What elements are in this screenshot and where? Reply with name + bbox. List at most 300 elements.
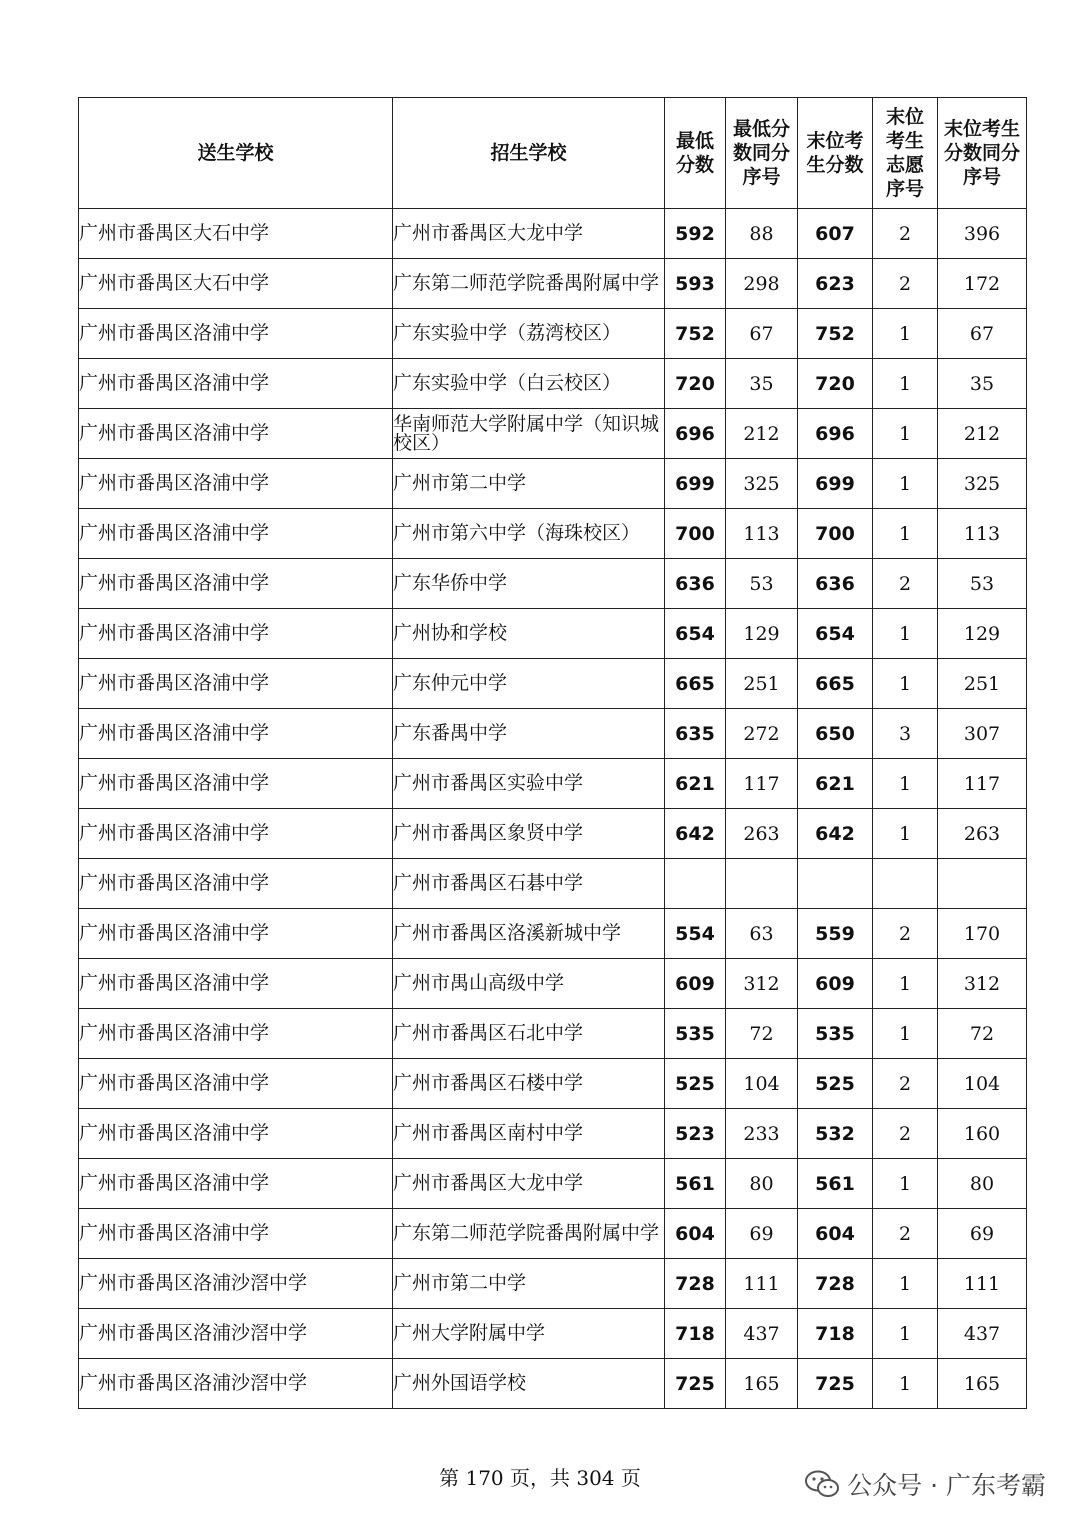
last-pref-cell [873, 909, 938, 959]
send-school-cell-text: 广州市番禺区洛浦中学 [79, 1222, 270, 1244]
min-rank-cell-text: 272 [743, 722, 780, 745]
send-school-cell [79, 309, 393, 359]
last-score-cell [798, 559, 873, 609]
send-school-cell-text: 广州市番禺区洛浦中学 [79, 822, 270, 844]
last-score-cell-text: 725 [815, 1372, 855, 1395]
recv-school-cell [393, 759, 665, 809]
last-pref-cell [873, 1009, 938, 1059]
min-rank-cell-text: 233 [743, 1122, 780, 1145]
last-pref-cell-text: 2 [898, 222, 912, 245]
last-rank-cell [938, 909, 1027, 959]
recv-school-cell [393, 409, 665, 459]
last-pref-cell [873, 859, 938, 909]
min-score-cell [665, 559, 726, 609]
last-score-cell [798, 909, 873, 959]
recv-school-cell-text: 广州市禺山高级中学 [393, 972, 565, 994]
last-rank-cell-text: 67 [969, 322, 995, 345]
last-rank-cell-text: 172 [963, 272, 1001, 295]
recv-school-cell-text: 广州市第二中学 [393, 1272, 527, 1294]
send-school-cell-text: 广州市番禺区洛浦中学 [79, 722, 270, 744]
last-rank-cell-text: 170 [963, 922, 1001, 945]
last-rank-cell [938, 209, 1027, 259]
header-last-rank: 末位考生分数同分序号 [938, 98, 1027, 209]
table-row [79, 1309, 1027, 1359]
last-pref-cell [873, 609, 938, 659]
last-score-cell-text: 636 [815, 572, 855, 595]
min-score-cell [665, 1059, 726, 1109]
min-rank-cell-text: 129 [743, 622, 780, 645]
min-score-cell [665, 809, 726, 859]
recv-school-cell [393, 259, 665, 309]
last-pref-cell [873, 1159, 938, 1209]
last-rank-cell-text: 160 [963, 1122, 1001, 1145]
min-score-cell-text: 636 [675, 572, 715, 595]
last-rank-cell [938, 959, 1027, 1009]
last-rank-cell-text: 53 [969, 572, 995, 595]
last-pref-cell-text: 1 [898, 1022, 912, 1045]
last-score-cell-text: 561 [815, 1172, 855, 1195]
send-school-cell-text: 广州市番禺区洛浦中学 [79, 922, 270, 944]
min-score-cell [665, 1109, 726, 1159]
send-school-cell [79, 659, 393, 709]
last-score-cell [798, 459, 873, 509]
last-score-cell-text: 650 [815, 722, 855, 745]
send-school-cell-text: 广州市番禺区洛浦中学 [79, 672, 270, 694]
last-pref-cell [873, 259, 938, 309]
last-score-cell [798, 1009, 873, 1059]
last-pref-cell [873, 659, 938, 709]
min-rank-cell-text: 72 [749, 1022, 774, 1045]
last-pref-cell-text: 1 [898, 422, 912, 445]
min-rank-cell-text: 104 [743, 1072, 780, 1095]
recv-school-cell-text: 广州协和学校 [393, 622, 508, 644]
min-rank-cell [726, 1259, 798, 1309]
last-pref-cell-text: 2 [898, 1222, 912, 1245]
recv-school-cell-text: 广州市番禺区南村中学 [393, 1122, 584, 1144]
send-school-cell [79, 959, 393, 1009]
wechat-icon [805, 1470, 839, 1498]
table-row [79, 609, 1027, 659]
recv-school-cell-text: 广东番禺中学 [393, 722, 508, 744]
last-score-cell-text: 604 [815, 1222, 855, 1245]
recv-school-cell-text: 广东第二师范学院番禺附属中学 [393, 1222, 660, 1244]
table-row [79, 309, 1027, 359]
last-score-cell-text: 621 [815, 772, 855, 795]
send-school-cell-text: 广州市番禺区洛浦中学 [79, 422, 270, 444]
table-row [79, 859, 1027, 909]
min-rank-cell-text: 437 [743, 1322, 780, 1345]
min-score-cell-text: 609 [675, 972, 715, 995]
recv-school-cell-text: 广州市番禺区石碁中学 [393, 872, 584, 894]
table-row [79, 959, 1027, 1009]
last-rank-cell [938, 409, 1027, 459]
last-rank-cell-text: 69 [969, 1222, 995, 1245]
last-score-cell [798, 609, 873, 659]
min-rank-cell [726, 909, 798, 959]
header-recv-school: 招生学校 [393, 98, 665, 209]
min-score-cell-text: 654 [675, 622, 715, 645]
last-score-cell-text: 525 [815, 1072, 855, 1095]
send-school-cell [79, 1059, 393, 1109]
table-row [79, 459, 1027, 509]
recv-school-cell [393, 1359, 665, 1409]
last-pref-cell-text: 2 [898, 922, 912, 945]
last-score-cell [798, 1209, 873, 1259]
last-rank-cell [938, 359, 1027, 409]
last-pref-cell-text: 1 [898, 822, 912, 845]
last-pref-cell [873, 809, 938, 859]
last-rank-cell-text: 80 [969, 1172, 995, 1195]
last-rank-cell [938, 709, 1027, 759]
last-pref-cell-text: 1 [898, 522, 912, 545]
last-rank-cell-text: 165 [963, 1372, 1001, 1395]
last-score-cell-text: 699 [815, 472, 855, 495]
min-rank-cell-text: 312 [743, 972, 780, 995]
send-school-cell-text: 广州市番禺区洛浦沙滘中学 [79, 1322, 308, 1344]
header-last-score: 末位考生分数 [798, 98, 873, 209]
min-score-cell [665, 609, 726, 659]
min-score-cell [665, 1359, 726, 1409]
last-score-cell-text: 665 [815, 672, 855, 695]
last-score-cell [798, 309, 873, 359]
watermark-text: 公众号 · 广东考霸 [847, 1471, 1046, 1500]
last-pref-cell-text: 3 [898, 722, 912, 745]
last-rank-cell-text: 263 [963, 822, 1001, 845]
last-rank-cell-text: 35 [969, 372, 995, 395]
last-score-cell-text: 609 [815, 972, 855, 995]
min-score-cell-text: 523 [675, 1122, 715, 1145]
min-score-cell-text: 718 [675, 1322, 715, 1345]
last-score-cell [798, 1159, 873, 1209]
last-score-cell-text: 700 [815, 522, 855, 545]
last-pref-cell [873, 1309, 938, 1359]
min-rank-cell [726, 509, 798, 559]
min-score-cell-text: 699 [675, 472, 715, 495]
last-rank-cell-text: 437 [963, 1322, 1001, 1345]
last-score-cell [798, 409, 873, 459]
last-rank-cell [938, 1059, 1027, 1109]
last-rank-cell [938, 1209, 1027, 1259]
min-score-cell-text: 635 [675, 722, 715, 745]
recv-school-cell-text: 广州市番禺区洛溪新城中学 [393, 922, 622, 944]
min-rank-cell [726, 1109, 798, 1159]
last-rank-cell-text: 312 [963, 972, 1001, 995]
min-rank-cell-text: 251 [743, 672, 780, 695]
min-score-cell-text: 665 [675, 672, 715, 695]
recv-school-cell [393, 309, 665, 359]
min-rank-cell [726, 859, 798, 909]
min-score-cell-text: 700 [675, 522, 715, 545]
recv-school-cell-text: 广州市番禺区大龙中学 [393, 1172, 584, 1194]
recv-school-cell [393, 1009, 665, 1059]
last-rank-cell-text: 129 [963, 622, 1001, 645]
last-score-cell [798, 209, 873, 259]
min-rank-cell [726, 1309, 798, 1359]
last-score-cell-text: 535 [815, 1022, 855, 1045]
page-number: 第 170 页，共 304 页 [439, 1466, 641, 1490]
last-rank-cell-text: 212 [963, 422, 1001, 445]
admission-score-table [78, 97, 1027, 1409]
last-rank-cell-text: 104 [963, 1072, 1001, 1095]
send-school-cell [79, 859, 393, 909]
send-school-cell-text: 广州市番禺区洛浦中学 [79, 772, 270, 794]
send-school-cell [79, 709, 393, 759]
table-header-row [79, 98, 1027, 209]
min-rank-cell [726, 1359, 798, 1409]
last-rank-cell [938, 309, 1027, 359]
table-row [79, 709, 1027, 759]
last-rank-cell-text: 325 [963, 472, 1001, 495]
send-school-cell [79, 259, 393, 309]
header-min-rank: 最低分数同分序号 [726, 98, 798, 209]
recv-school-cell-text: 华南师范大学附属中学（知识城校区） [393, 412, 660, 454]
recv-school-cell-text: 广州市番禺区大龙中学 [393, 222, 584, 244]
last-pref-cell [873, 709, 938, 759]
recv-school-cell-text: 广东华侨中学 [393, 572, 508, 594]
recv-school-cell [393, 1059, 665, 1109]
last-score-cell-text: 696 [815, 422, 855, 445]
last-pref-cell [873, 1209, 938, 1259]
recv-school-cell-text: 广东实验中学（荔湾校区） [393, 322, 622, 344]
min-rank-cell-text: 53 [749, 572, 774, 595]
min-rank-cell-text: 117 [743, 772, 780, 795]
min-rank-cell [726, 1009, 798, 1059]
last-pref-cell [873, 1059, 938, 1109]
min-score-cell-text: 561 [675, 1172, 715, 1195]
last-pref-cell [873, 559, 938, 609]
recv-school-cell-text: 广东仲元中学 [393, 672, 508, 694]
last-score-cell-text: 654 [815, 622, 855, 645]
min-rank-cell-text: 88 [749, 222, 774, 245]
min-rank-cell-text: 298 [743, 272, 780, 295]
last-score-cell-text: 728 [815, 1272, 855, 1295]
send-school-cell-text: 广州市番禺区洛浦中学 [79, 872, 270, 894]
min-score-cell [665, 409, 726, 459]
recv-school-cell [393, 959, 665, 1009]
last-score-cell [798, 759, 873, 809]
last-pref-cell [873, 1109, 938, 1159]
min-score-cell-text: 592 [675, 222, 715, 245]
min-score-cell [665, 1159, 726, 1209]
last-rank-cell [938, 1259, 1027, 1309]
last-rank-cell-text: 251 [963, 672, 1001, 695]
min-rank-cell [726, 1059, 798, 1109]
last-pref-cell-text: 1 [898, 1272, 912, 1295]
recv-school-cell-text: 广州市番禺区石北中学 [393, 1022, 584, 1044]
send-school-cell-text: 广州市番禺区洛浦中学 [79, 472, 270, 494]
table-row [79, 509, 1027, 559]
last-rank-cell-text: 72 [969, 1022, 995, 1045]
min-rank-cell-text: 263 [743, 822, 780, 845]
send-school-cell [79, 1109, 393, 1159]
recv-school-cell [393, 1159, 665, 1209]
recv-school-cell [393, 709, 665, 759]
last-score-cell-text: 607 [815, 222, 855, 245]
send-school-cell-text: 广州市番禺区洛浦中学 [79, 972, 270, 994]
recv-school-cell-text: 广州市番禺区石楼中学 [393, 1072, 584, 1094]
last-rank-cell [938, 609, 1027, 659]
send-school-cell [79, 559, 393, 609]
recv-school-cell-text: 广东实验中学（白云校区） [393, 372, 622, 394]
last-score-cell [798, 859, 873, 909]
watermark [805, 1466, 1046, 1502]
last-rank-cell [938, 1109, 1027, 1159]
send-school-cell [79, 359, 393, 409]
header-last-pref: 末位考生志愿序号 [873, 98, 938, 209]
min-rank-cell [726, 759, 798, 809]
min-score-cell [665, 1009, 726, 1059]
last-pref-cell-text: 1 [898, 372, 912, 395]
recv-school-cell-text: 广州外国语学校 [393, 1372, 527, 1394]
send-school-cell [79, 759, 393, 809]
min-score-cell-text: 725 [675, 1372, 715, 1395]
min-score-cell-text: 554 [675, 922, 715, 945]
table-row [79, 1009, 1027, 1059]
last-score-cell [798, 1109, 873, 1159]
last-pref-cell-text: 1 [898, 1322, 912, 1345]
min-rank-cell-text: 80 [749, 1172, 774, 1195]
min-rank-cell [726, 459, 798, 509]
recv-school-cell-text: 广州大学附属中学 [393, 1322, 546, 1344]
last-pref-cell [873, 409, 938, 459]
last-pref-cell-text: 2 [898, 1122, 912, 1145]
last-score-cell-text: 559 [815, 922, 855, 945]
last-score-cell-text: 532 [815, 1122, 855, 1145]
recv-school-cell [393, 609, 665, 659]
min-score-cell [665, 259, 726, 309]
last-score-cell [798, 709, 873, 759]
recv-school-cell [393, 809, 665, 859]
send-school-cell-text: 广州市番禺区大石中学 [79, 222, 270, 244]
table-row [79, 1209, 1027, 1259]
table-row [79, 909, 1027, 959]
last-pref-cell-text: 1 [898, 472, 912, 495]
last-rank-cell-text: 117 [963, 772, 1001, 795]
recv-school-cell [393, 1309, 665, 1359]
min-score-cell [665, 959, 726, 1009]
table-row [79, 1059, 1027, 1109]
min-score-cell-text: 621 [675, 772, 715, 795]
min-score-cell-text: 593 [675, 272, 715, 295]
last-pref-cell [873, 759, 938, 809]
last-pref-cell-text: 1 [898, 972, 912, 995]
min-score-cell [665, 759, 726, 809]
min-score-cell [665, 859, 726, 909]
table-row [79, 259, 1027, 309]
last-rank-cell [938, 1309, 1027, 1359]
last-pref-cell [873, 1259, 938, 1309]
last-score-cell [798, 1059, 873, 1109]
min-rank-cell [726, 959, 798, 1009]
last-score-cell-text: 718 [815, 1322, 855, 1345]
min-rank-cell [726, 609, 798, 659]
last-rank-cell [938, 509, 1027, 559]
min-rank-cell-text: 35 [749, 372, 774, 395]
send-school-cell-text: 广州市番禺区洛浦沙滘中学 [79, 1272, 308, 1294]
send-school-cell-text: 广州市番禺区洛浦中学 [79, 572, 270, 594]
last-score-cell [798, 259, 873, 309]
last-pref-cell-text: 1 [898, 1372, 912, 1395]
min-rank-cell [726, 1209, 798, 1259]
min-rank-cell-text: 212 [743, 422, 780, 445]
min-rank-cell-text: 67 [749, 322, 774, 345]
table-row [79, 809, 1027, 859]
last-rank-cell [938, 1009, 1027, 1059]
min-rank-cell [726, 309, 798, 359]
min-score-cell-text: 642 [675, 822, 715, 845]
send-school-cell-text: 广州市番禺区洛浦沙滘中学 [79, 1372, 308, 1394]
table-body [79, 209, 1027, 1409]
send-school-cell [79, 1259, 393, 1309]
last-score-cell [798, 809, 873, 859]
min-score-cell-text: 728 [675, 1272, 715, 1295]
last-score-cell-text: 623 [815, 272, 855, 295]
recv-school-cell [393, 1109, 665, 1159]
min-score-cell [665, 909, 726, 959]
min-score-cell [665, 359, 726, 409]
min-rank-cell [726, 209, 798, 259]
table-row [79, 1159, 1027, 1209]
min-score-cell [665, 1309, 726, 1359]
min-rank-cell [726, 259, 798, 309]
last-rank-cell-text: 307 [963, 722, 1001, 745]
send-school-cell-text: 广州市番禺区洛浦中学 [79, 622, 270, 644]
min-rank-cell-text: 111 [743, 1272, 780, 1295]
min-score-cell [665, 459, 726, 509]
last-score-cell-text: 642 [815, 822, 855, 845]
last-pref-cell-text: 1 [898, 622, 912, 645]
recv-school-cell-text: 广州市番禺区实验中学 [393, 772, 584, 794]
last-rank-cell [938, 759, 1027, 809]
send-school-cell [79, 1309, 393, 1359]
table-row [79, 1359, 1027, 1409]
send-school-cell [79, 1159, 393, 1209]
send-school-cell [79, 209, 393, 259]
recv-school-cell-text: 广州市番禺区象贤中学 [393, 822, 584, 844]
min-score-cell [665, 709, 726, 759]
send-school-cell [79, 409, 393, 459]
min-score-cell-text: 525 [675, 1072, 715, 1095]
last-pref-cell-text: 2 [898, 1072, 912, 1095]
min-rank-cell-text: 165 [743, 1372, 780, 1395]
last-pref-cell [873, 509, 938, 559]
send-school-cell [79, 1009, 393, 1059]
last-pref-cell [873, 459, 938, 509]
send-school-cell [79, 459, 393, 509]
last-rank-cell-text: 113 [963, 522, 1001, 545]
last-pref-cell [873, 309, 938, 359]
min-score-cell-text: 696 [675, 422, 715, 445]
min-rank-cell [726, 659, 798, 709]
min-rank-cell-text: 113 [743, 522, 780, 545]
last-rank-cell [938, 459, 1027, 509]
last-score-cell [798, 659, 873, 709]
last-score-cell [798, 359, 873, 409]
table-row [79, 659, 1027, 709]
send-school-cell-text: 广州市番禺区洛浦中学 [79, 1022, 270, 1044]
last-rank-cell-text: 396 [963, 222, 1001, 245]
header-send-school: 送生学校 [79, 98, 393, 209]
table-row [79, 409, 1027, 459]
min-rank-cell [726, 1159, 798, 1209]
table-row [79, 359, 1027, 409]
recv-school-cell [393, 459, 665, 509]
recv-school-cell [393, 909, 665, 959]
table-row [79, 559, 1027, 609]
send-school-cell [79, 1209, 393, 1259]
last-score-cell [798, 1309, 873, 1359]
min-score-cell [665, 509, 726, 559]
